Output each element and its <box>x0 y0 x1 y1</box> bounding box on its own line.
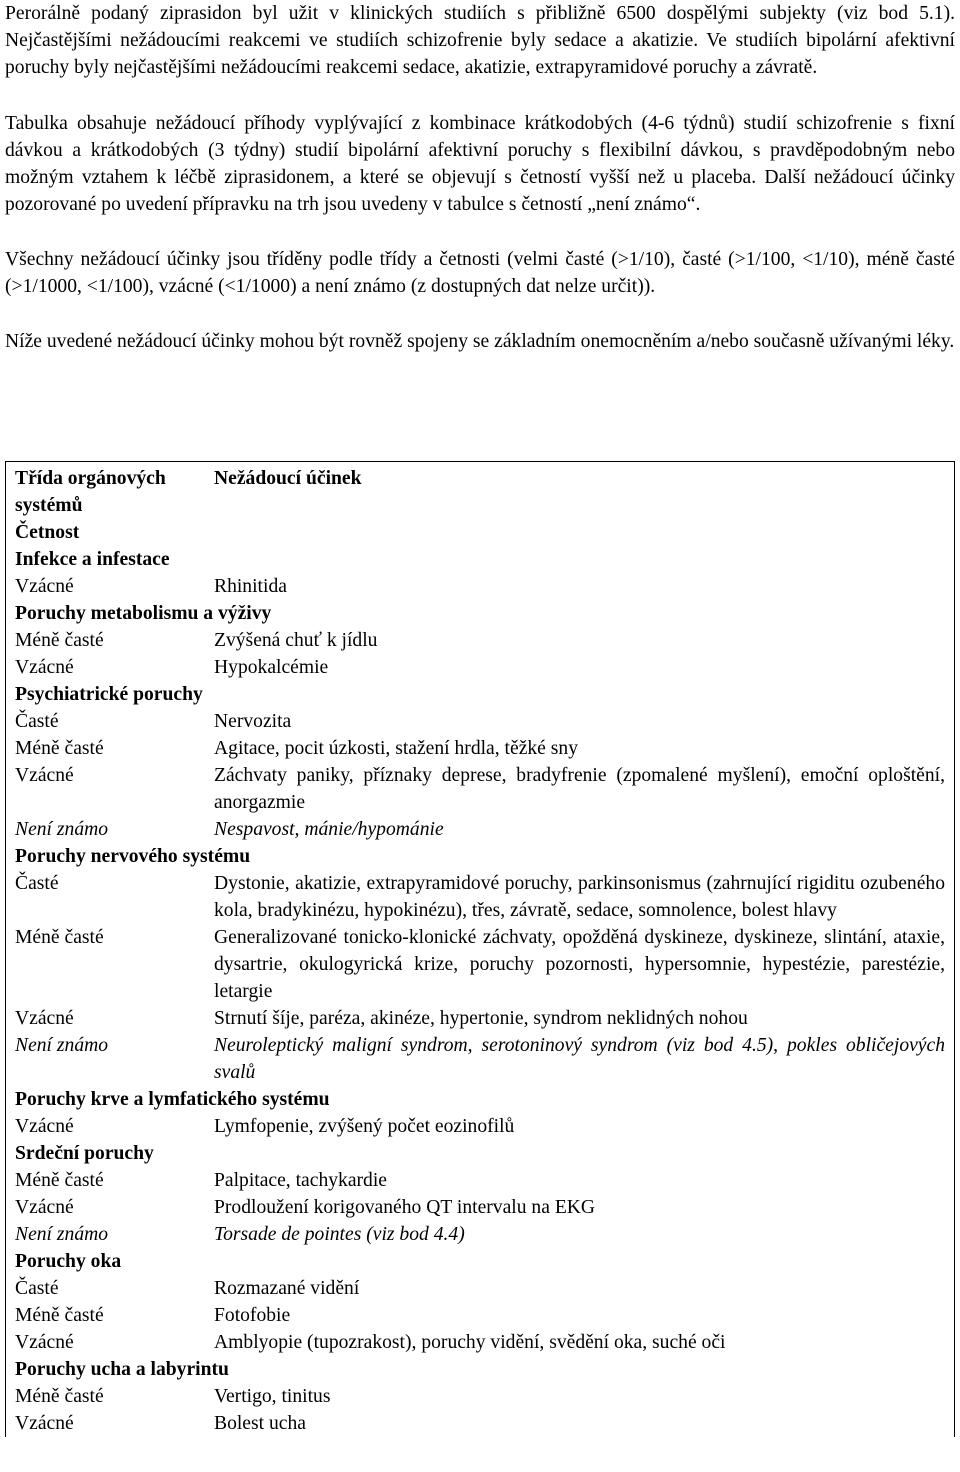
disclaimer-paragraph: Níže uvedené nežádoucí účinky mohou být rovněž spojeny se základním onemocněním a/nebo současně užívanými léky. <box>5 331 955 352</box>
frequency-cell: Méně časté <box>15 1305 104 1326</box>
table-row <box>6 816 954 843</box>
adverse-effect-cell: Rhinitida <box>214 576 287 597</box>
table-row <box>6 762 954 816</box>
organ-class-heading: Poruchy oka <box>15 1251 122 1272</box>
adverse-effect-cell: Fotofobie <box>214 1305 291 1326</box>
frequency-definition-paragraph: Všechny nežádoucí účinky jsou tříděny podle třídy a četnosti (velmi časté (>1/10), časté (>1/100, <1/10), méně časté (>1/1000, <1/100), vzácné (<1/1000) a není známo (z dostupných dat nelze určit)). <box>5 249 955 297</box>
table-row <box>6 1383 954 1410</box>
adverse-effect-cell: Hypokalcémie <box>214 657 329 678</box>
header-adverse-effect: Nežádoucí účinek <box>214 468 362 489</box>
table-row <box>6 1194 954 1221</box>
organ-class-heading: Poruchy krve a lymfatického systému <box>15 1089 330 1110</box>
frequency-cell: Vzácné <box>15 1332 74 1353</box>
frequency-cell: Vzácné <box>15 1413 74 1434</box>
table-body <box>6 546 954 1437</box>
organ-class-heading: Srdeční poruchy <box>15 1143 154 1164</box>
adverse-effect-cell: Strnutí šíje, paréza, akinéze, hypertonie, syndrom neklidných nohou <box>214 1008 748 1029</box>
organ-class-heading: Psychiatrické poruchy <box>15 684 203 705</box>
intro-paragraph: Perorálně podaný ziprasidon byl užit v klinických studiích s přibližně 6500 dospělými subjekty (viz bod 5.1). Nejčastějšími nežádoucími reakcemi ve studiích schizofrenie byly sedace a akatizie. Ve studiích bipolární afektivní poruchy byly nejčastějšími nežádoucími reakcemi sedace, akatizie, extrapyramidové poruchy a závratě. <box>5 3 955 78</box>
table-row <box>6 654 954 681</box>
frequency-cell: Méně časté <box>15 630 104 651</box>
organ-class-heading: Infekce a infestace <box>15 549 170 570</box>
table-row <box>6 1275 954 1302</box>
adverse-effect-cell: Zvýšená chuť k jídlu <box>214 630 378 651</box>
organ-class-heading: Poruchy nervového systému <box>15 846 251 867</box>
table-row <box>6 1113 954 1140</box>
adverse-effects-table <box>5 461 955 1437</box>
header-organ-class-line2: systémů <box>15 495 83 516</box>
frequency-cell: Méně časté <box>15 1386 104 1407</box>
table-header <box>6 462 954 546</box>
frequency-cell: Vzácné <box>15 1197 74 1218</box>
table-row <box>6 1032 954 1086</box>
header-organ-class-line1: Třída orgánových <box>15 468 166 489</box>
adverse-effect-cell: Rozmazané vidění <box>214 1278 360 1299</box>
table-row <box>6 735 954 762</box>
frequency-cell: Není známo <box>15 1224 109 1245</box>
table-description-paragraph: Tabulka obsahuje nežádoucí příhody vyplývající z kombinace krátkodobých (4-6 týdnů) studií schizofrenie s fixní dávkou a krátkodobých (3 týdny) studií bipolární afektivní poruchy s flexibilní dávkou, s pravděpodobným nebo možným vztahem k léčbě ziprasidonem, a které se objevují s četností vyšší než u placeba. Další nežádoucí účinky pozorované po uvedení přípravku na trh jsou uvedeny v tabulce s četností „není známo“. <box>5 113 955 215</box>
adverse-effect-cell: Vertigo, tinitus <box>214 1386 331 1407</box>
adverse-effect-cell: Generalizované tonicko-klonické záchvaty, opožděná dyskineze, dyskineze, slintání, ataxie, dysartrie, okulogyrická krize, poruchy pozornosti, hypersomnie, hypestézie, parestézie, letargie <box>214 927 945 1002</box>
adverse-effect-cell: Bolest ucha <box>214 1413 306 1434</box>
table-row <box>6 708 954 735</box>
table-row <box>6 1221 954 1248</box>
header-organ-class <box>6 465 214 546</box>
frequency-cell: Není známo <box>15 1035 109 1056</box>
frequency-cell: Méně časté <box>15 927 104 948</box>
frequency-cell: Časté <box>15 873 59 894</box>
frequency-cell: Vzácné <box>15 1008 74 1029</box>
adverse-effect-cell: Torsade de pointes (viz bod 4.4) <box>214 1224 465 1245</box>
frequency-cell: Vzácné <box>15 765 74 786</box>
adverse-effect-cell: Záchvaty paniky, příznaky deprese, bradyfrenie (zpomalené myšlení), emoční oploštění, anorgazmie <box>214 765 945 813</box>
table-row <box>6 924 954 1005</box>
adverse-effect-cell: Amblyopie (tupozrakost), poruchy vidění, svědění oka, suché oči <box>214 1332 726 1353</box>
frequency-cell: Vzácné <box>15 1116 74 1137</box>
adverse-effect-cell: Lymfopenie, zvýšený počet eozinofilů <box>214 1116 515 1137</box>
frequency-cell: Časté <box>15 1278 59 1299</box>
table-row <box>6 627 954 654</box>
frequency-cell: Není známo <box>15 819 109 840</box>
header-frequency: Četnost <box>15 522 80 543</box>
adverse-effect-cell: Agitace, pocit úzkosti, stažení hrdla, těžké sny <box>214 738 578 759</box>
frequency-cell: Časté <box>15 711 59 732</box>
adverse-effect-cell: Palpitace, tachykardie <box>214 1170 387 1191</box>
frequency-cell: Méně časté <box>15 738 104 759</box>
organ-class-heading: Poruchy metabolismu a výživy <box>15 603 272 624</box>
document-page <box>5 0 955 355</box>
table-row <box>6 1410 954 1437</box>
adverse-effect-cell: Dystonie, akatizie, extrapyramidové poruchy, parkinsonismus (zahrnující rigiditu ozubeného kola, bradykinézu, hypokinézu), třes, závratě, sedace, somnolence, bolest hlavy <box>214 873 945 921</box>
adverse-effect-cell: Prodloužení korigovaného QT intervalu na EKG <box>214 1197 596 1218</box>
frequency-cell: Méně časté <box>15 1170 104 1191</box>
adverse-effect-cell: Nespavost, mánie/hypománie <box>214 819 444 840</box>
table-row <box>6 1167 954 1194</box>
adverse-effect-cell: Neuroleptický maligní syndrom, serotoninový syndrom (viz bod 4.5), pokles obličejových svalů <box>214 1035 945 1083</box>
table-row <box>6 573 954 600</box>
table-row <box>6 870 954 924</box>
table-row <box>6 1005 954 1032</box>
frequency-cell: Vzácné <box>15 576 74 597</box>
adverse-effect-cell: Nervozita <box>214 711 292 732</box>
table-row <box>6 1329 954 1356</box>
table-row <box>6 1302 954 1329</box>
organ-class-heading: Poruchy ucha a labyrintu <box>15 1359 229 1380</box>
frequency-cell: Vzácné <box>15 657 74 678</box>
